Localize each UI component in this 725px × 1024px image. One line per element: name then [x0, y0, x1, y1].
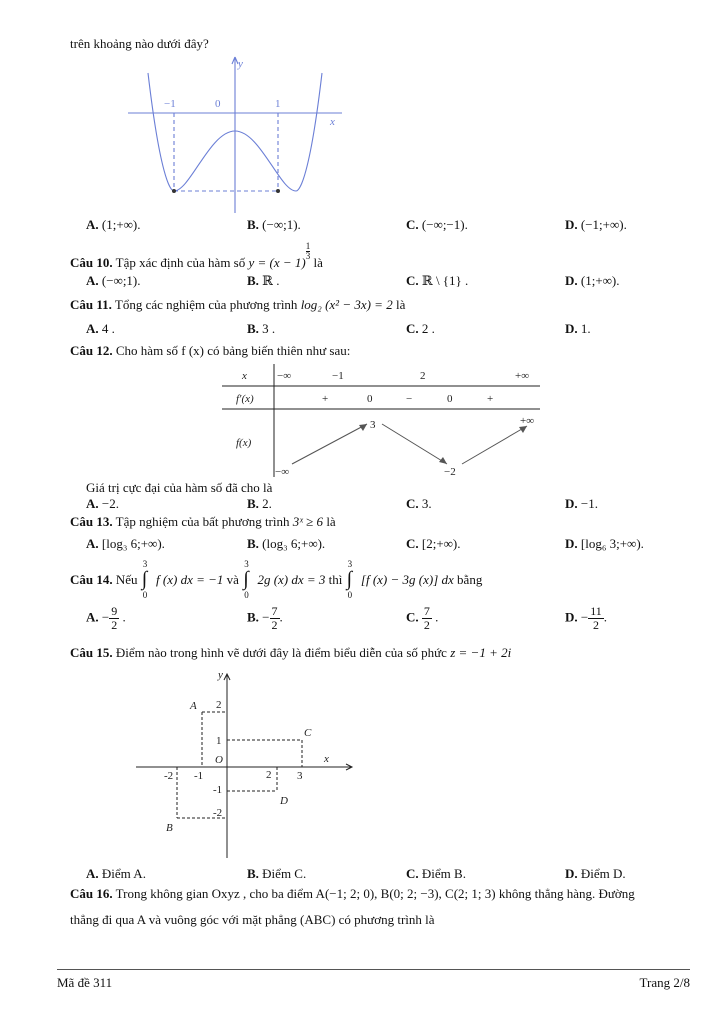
q14-option-b[interactable]: B. − $\frac{7}{2}$ .: [247, 604, 283, 632]
y-tick: 2: [216, 699, 222, 711]
tick-neg1: −1: [164, 98, 176, 110]
q11-option-d[interactable]: D. 1.: [565, 321, 591, 336]
q10-option-c[interactable]: C. ℝ \ {1} .: [406, 273, 469, 288]
q9-option-a[interactable]: A. (1;+∞).: [86, 217, 141, 232]
table-f-val: −∞: [275, 466, 290, 478]
point-d-label: D: [280, 795, 288, 807]
q16-stem-line1: Câu 16. Trong không gian Oxyz , cho ba điểm A(−1; 2; 0), B(0; 2; −3), C(2; 1; 3) không thẳng hàng. Đường: [70, 886, 635, 901]
q15-option-b[interactable]: B. Điểm C.: [247, 866, 307, 881]
q13-option-a[interactable]: A. [log₃ 6;+∞).: [86, 536, 165, 551]
table-x-val: −∞: [277, 370, 292, 382]
y-label: y: [218, 669, 223, 681]
point-c-label: C: [304, 727, 312, 739]
q13-option-d[interactable]: D. [log₆ 3;+∞).: [565, 536, 644, 551]
table-f-val: 3: [370, 419, 376, 431]
table-x-val: +∞: [515, 370, 530, 382]
origin-label: O: [215, 754, 223, 766]
q15-stem: Câu 15. Điểm nào trong hình vẽ dưới đây là điểm biểu diễn của số phức z = −1 + 2i: [70, 645, 512, 660]
x-tick: 3: [297, 770, 303, 782]
table-f-val: +∞: [520, 415, 535, 427]
table-sign: 0: [447, 393, 453, 405]
table-sign: +: [487, 393, 494, 405]
footer-exam-code: Mã đề 311: [57, 975, 113, 990]
x-tick: -1: [194, 770, 204, 782]
table-f-head: f(x): [236, 437, 252, 449]
table-f-val: −2: [444, 466, 456, 478]
q15-option-a[interactable]: A. Điểm A.: [86, 866, 146, 881]
q12-question: Giá trị cực đại của hàm số đã cho là: [86, 480, 273, 495]
table-x-val: 2: [420, 370, 426, 382]
q10-stem: Câu 10. Tập xác định của hàm số y = (x − 1) $\frac{1}{3}$ là: [70, 241, 323, 270]
q13-option-c[interactable]: C. [2;+∞).: [406, 536, 461, 551]
y-tick: 1: [216, 735, 222, 747]
x-label: x: [330, 116, 335, 128]
variation-table: [222, 364, 542, 479]
integral-sign-3-icon: 3 ∫ 0: [346, 559, 353, 600]
table-sign: 0: [367, 393, 373, 405]
integral-sign-1-icon: 3 ∫ 0: [141, 559, 148, 600]
table-fp-head: f′(x): [236, 393, 254, 405]
q15-option-d[interactable]: D. Điểm D.: [565, 866, 626, 881]
q12-stem: Câu 12. Cho hàm số f (x) có bảng biến thiên như sau:: [70, 343, 351, 358]
q13-stem: Câu 13. Tập nghiệm của bất phương trình 3ˣ ≥ 6 là: [70, 514, 336, 529]
x-label: x: [324, 753, 329, 765]
quartic-graph: [120, 55, 350, 215]
q10-option-a[interactable]: A. (−∞;1).: [86, 273, 141, 288]
footer-divider: [57, 969, 690, 970]
q14-option-c[interactable]: C. $\frac{7}{2}$ .: [406, 604, 439, 632]
q12-option-c[interactable]: C. 3.: [406, 496, 432, 511]
table-x-val: −1: [332, 370, 344, 382]
q14-option-a[interactable]: A. − $\frac{9}{2}$ .: [86, 604, 126, 632]
q11-option-a[interactable]: A. 4 .: [86, 321, 115, 336]
tick-0: 0: [215, 98, 221, 110]
tick-1: 1: [275, 98, 281, 110]
q10-option-d[interactable]: D. (1;+∞).: [565, 273, 620, 288]
footer-page-number: Trang 2/8: [639, 975, 690, 990]
point-b-label: B: [166, 822, 173, 834]
x-tick: -2: [164, 770, 174, 782]
complex-plane-graph: [130, 668, 360, 863]
y-tick: -2: [213, 807, 223, 819]
q16-stem-line2: thẳng đi qua A và vuông góc với mặt phẳng (ABC) có phương trình là: [70, 912, 435, 927]
q9-option-b[interactable]: B. (−∞;1).: [247, 217, 301, 232]
point-a-label: A: [190, 700, 197, 712]
q14-option-d[interactable]: D. − $\frac{11}{2}$ .: [565, 604, 608, 632]
q12-option-b[interactable]: B. 2.: [247, 496, 272, 511]
q13-option-b[interactable]: B. (log₃ 6;+∞).: [247, 536, 326, 551]
q9-option-d[interactable]: D. (−1;+∞).: [565, 217, 627, 232]
x-tick: 2: [266, 769, 272, 781]
q14-stem: Câu 14. Nếu 3 ∫ 0 f (x) dx = −1 và 3 ∫ 0 2g (x) dx = 3 thì 3 ∫ 0 [f (x) − 3g (x)] dx bằng: [70, 559, 483, 600]
y-tick: -1: [213, 784, 223, 796]
q9-option-c[interactable]: C. (−∞;−1).: [406, 217, 468, 232]
q10-option-b[interactable]: B. ℝ .: [247, 273, 280, 288]
intro-text: trên khoảng nào dưới đây?: [70, 36, 209, 51]
integral-sign-2-icon: 3 ∫ 0: [243, 559, 249, 600]
q12-option-a[interactable]: A. −2.: [86, 496, 119, 511]
table-x-head: x: [242, 370, 247, 382]
table-sign: +: [322, 393, 329, 405]
q11-option-b[interactable]: B. 3 .: [247, 321, 276, 336]
q12-option-d[interactable]: D. −1.: [565, 496, 598, 511]
q15-option-c[interactable]: C. Điểm B.: [406, 866, 466, 881]
q11-option-c[interactable]: C. 2 .: [406, 321, 435, 336]
y-label: y: [238, 58, 243, 70]
q11-stem: Câu 11. Tổng các nghiệm của phương trình log₂ (x² − 3x) = 2 là: [70, 297, 406, 312]
table-sign: −: [406, 393, 413, 405]
